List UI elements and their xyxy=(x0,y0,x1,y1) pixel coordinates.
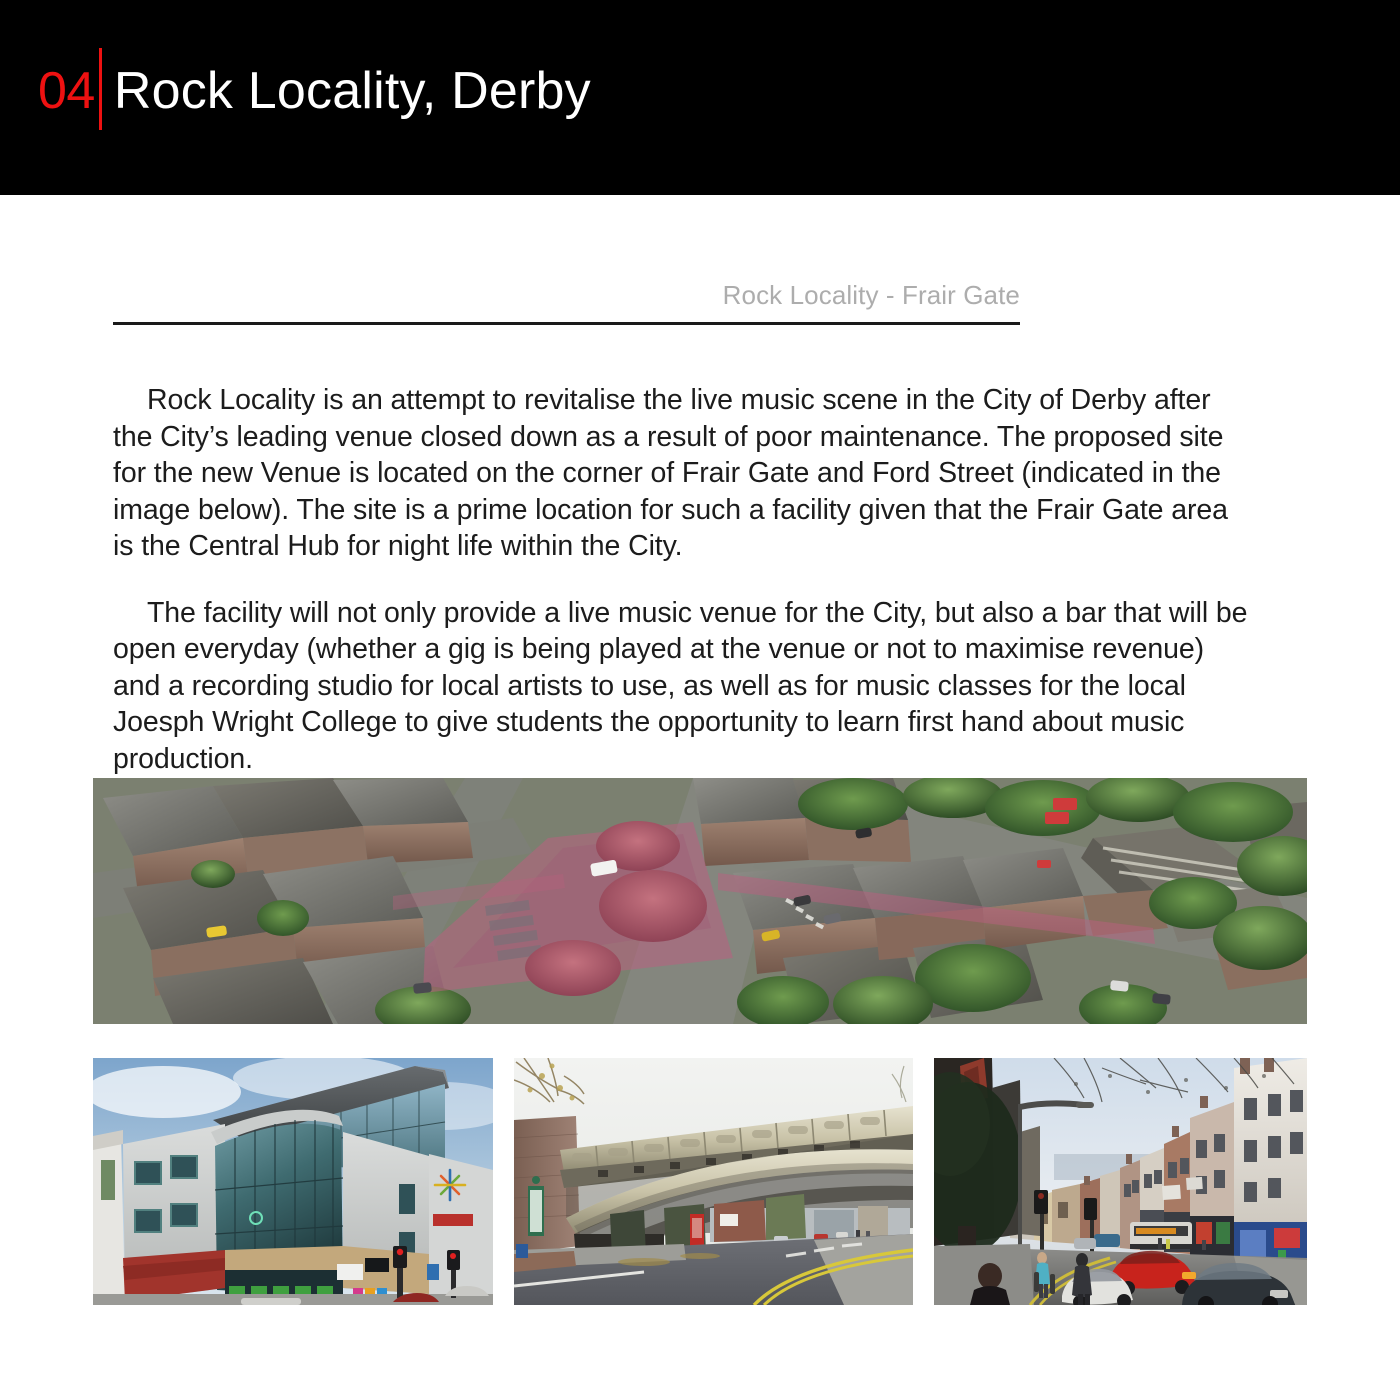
photo-frair-gate-street-scene xyxy=(934,1058,1307,1305)
photo-modern-glass-building-graphic xyxy=(93,1058,493,1305)
photo-frair-gate-street-scene-graphic xyxy=(934,1058,1307,1305)
photo-gallery-row xyxy=(93,1058,1307,1305)
header-divider-bar xyxy=(99,48,102,130)
paragraph-facility: The facility will not only provide a live music venue for the City, but also a bar that will be open everyday (whether a gig is being played at the venue or not to maximise revenue) and a recording studio for local artists to use, as well as for music classes for the local Joesph Wright College to give students the opportunity to learn first hand about music production. xyxy=(113,596,1248,775)
photo-modern-glass-building xyxy=(93,1058,493,1305)
body-copy xyxy=(113,382,1248,777)
paragraph-intro: Rock Locality is an attempt to revitalise the live music scene in the City of Derby after the City’s leading venue closed down as a result of poor maintenance. The proposed site for the new Venue is located on the corner of Frair Gate and Ford Street (indicated in the image below). The site is a prime location for such a facility given that the Frair Gate area is the Central Hub for night life within the City. xyxy=(113,384,1228,562)
header-title-group xyxy=(38,56,591,126)
photo-cast-iron-railway-bridge xyxy=(514,1058,913,1305)
section-divider-rule xyxy=(113,322,1020,325)
aerial-site-photo xyxy=(93,778,1307,1024)
page-title: Rock Locality, Derby xyxy=(113,62,591,120)
header-band xyxy=(0,0,1400,195)
photo-cast-iron-railway-bridge-graphic xyxy=(514,1058,913,1305)
section-subtitle: Rock Locality - Frair Gate xyxy=(722,280,1020,310)
section-number: 04 xyxy=(38,62,95,120)
aerial-site-photo-graphic xyxy=(93,778,1307,1024)
